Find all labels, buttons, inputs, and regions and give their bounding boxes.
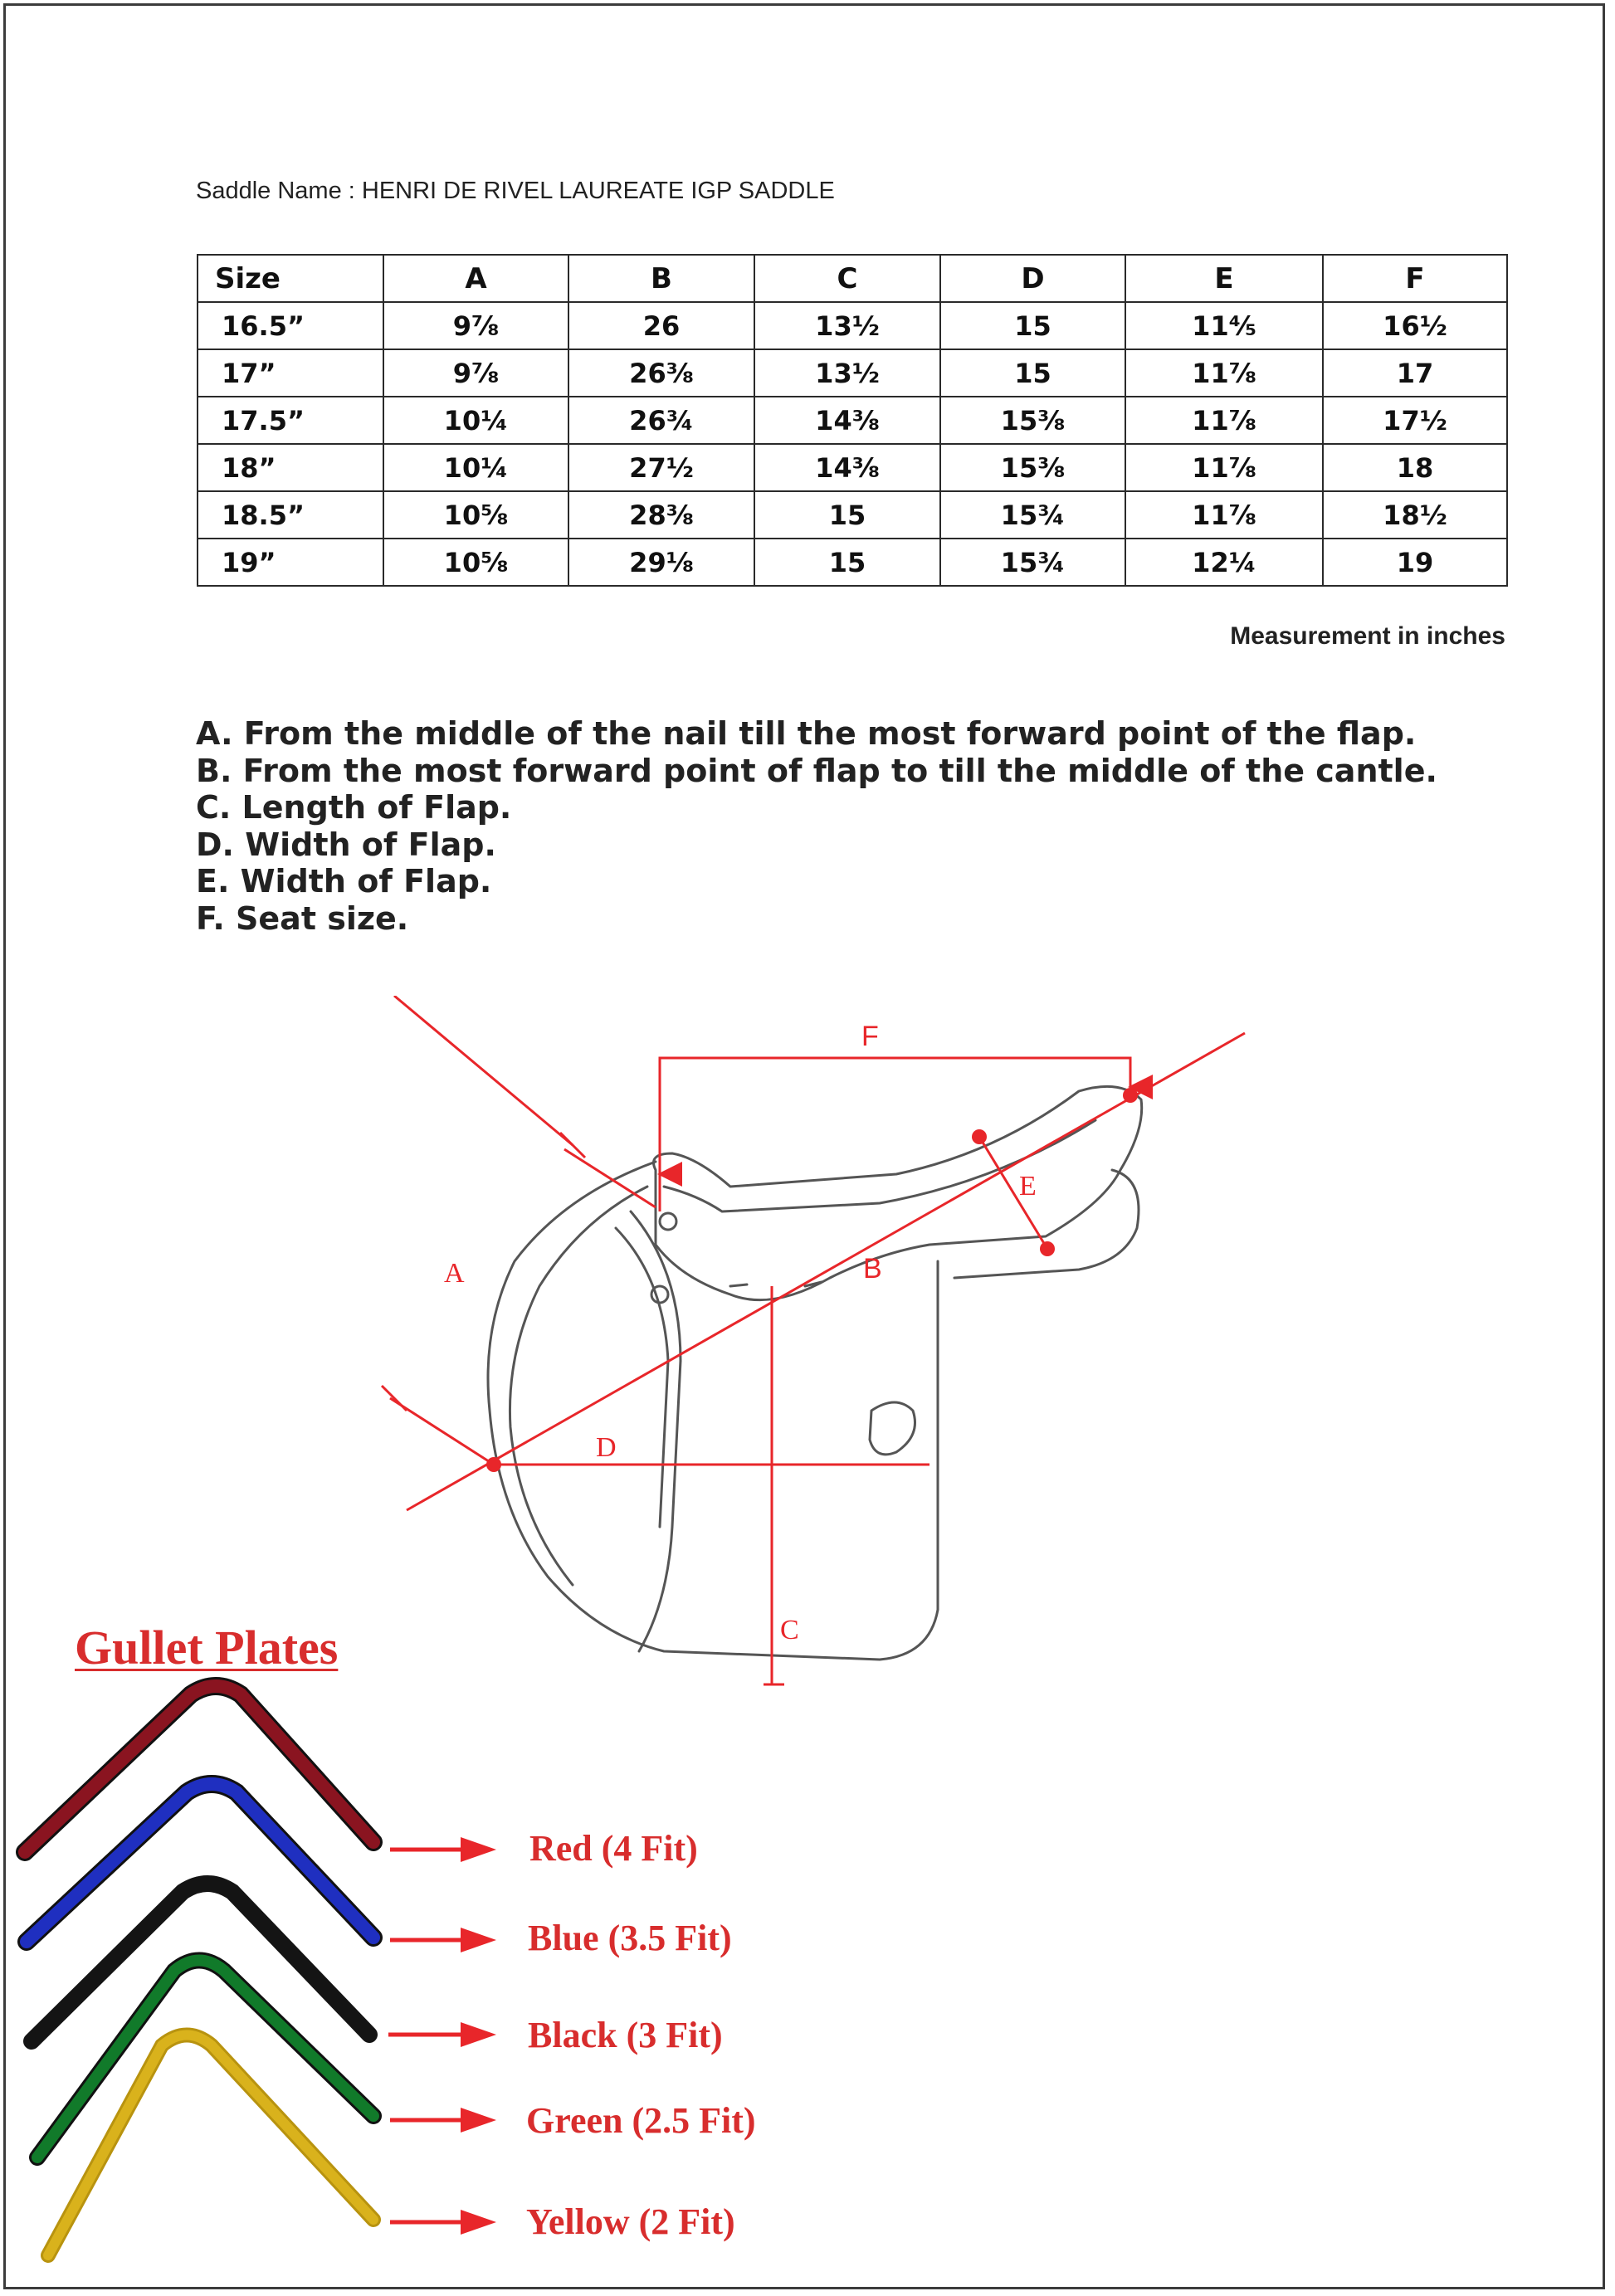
column-header: F (1323, 255, 1507, 302)
table-cell: 10¼ (383, 397, 568, 444)
size-chart-table (197, 254, 1508, 587)
saddle-outline (488, 1086, 1142, 1660)
legend-item: D. Width of Flap. (196, 826, 496, 863)
table-cell: 10⅝ (383, 491, 568, 539)
gullet-label-red: Red (4 Fit) (529, 1828, 698, 1869)
table-cell: 19” (198, 539, 383, 586)
legend-item: A. From the middle of the nail till the most forward point of the flap. (196, 715, 1417, 752)
table-cell: 15 (754, 491, 940, 539)
table-cell: 15¾ (940, 539, 1125, 586)
gullet-label-blue: Blue (3.5 Fit) (528, 1918, 732, 1958)
table-row (198, 491, 1507, 539)
column-header: E (1125, 255, 1323, 302)
table-cell: 15⅜ (940, 397, 1125, 444)
table-cell: 16.5” (198, 302, 383, 349)
table-header-row (198, 255, 1507, 302)
gullet-plates-graphic (0, 1676, 1615, 2274)
legend-item: B. From the most forward point of flap to till the middle of the cantle. (196, 752, 1437, 789)
table-row (198, 302, 1507, 349)
table-cell: 11⅞ (1125, 349, 1323, 397)
table-cell: 26⅜ (568, 349, 754, 397)
table-cell: 17½ (1323, 397, 1507, 444)
table-cell: 29⅛ (568, 539, 754, 586)
table-cell: 15⅜ (940, 444, 1125, 491)
column-header: D (940, 255, 1125, 302)
table-cell: 17 (1323, 349, 1507, 397)
measurement-unit-note: Measurement in inches (1230, 622, 1505, 650)
table-cell: 16½ (1323, 302, 1507, 349)
table-cell: 13½ (754, 302, 940, 349)
table-row (198, 539, 1507, 586)
gullet-label-green: Green (2.5 Fit) (526, 2100, 756, 2141)
legend-item: F. Seat size. (196, 899, 409, 937)
label-e: E (1019, 1171, 1037, 1202)
measurement-legend (196, 715, 1437, 938)
label-f: F (861, 1021, 879, 1052)
table-cell: 10⅝ (383, 539, 568, 586)
saddle-name: Saddle Name : HENRI DE RIVEL LAUREATE IGP SADDLE (196, 178, 835, 204)
table-cell: 9⅞ (383, 302, 568, 349)
label-a: A (444, 1258, 465, 1289)
table-cell: 11⅞ (1125, 491, 1323, 539)
table-cell: 18.5” (198, 491, 383, 539)
table-cell: 28⅜ (568, 491, 754, 539)
gullet-plate-red (25, 1686, 373, 1852)
table-cell: 11⅞ (1125, 444, 1323, 491)
legend-item: C. Length of Flap. (196, 789, 512, 826)
column-header: B (568, 255, 754, 302)
table-row (198, 397, 1507, 444)
label-b: B (863, 1253, 882, 1284)
table-cell: 14⅜ (754, 444, 940, 491)
gullet-label-black: Black (3 Fit) (528, 2015, 723, 2055)
table-cell: 19 (1323, 539, 1507, 586)
table-cell: 26 (568, 302, 754, 349)
label-c: C (780, 1615, 799, 1645)
table-cell: 14⅜ (754, 397, 940, 444)
table-cell: 18” (198, 444, 383, 491)
column-header: A (383, 255, 568, 302)
table-cell: 15 (940, 302, 1125, 349)
table-cell: 17.5” (198, 397, 383, 444)
table-cell: 26¾ (568, 397, 754, 444)
diagram-labels (444, 1021, 1037, 1645)
measurement-lines (382, 996, 1245, 1684)
gullet-label-yellow: Yellow (2 Fit) (526, 2201, 735, 2242)
table-cell: 18½ (1323, 491, 1507, 539)
table-cell: 12¼ (1125, 539, 1323, 586)
legend-item: E. Width of Flap. (196, 863, 492, 900)
table-cell: 27½ (568, 444, 754, 491)
table-row (198, 349, 1507, 397)
column-header: C (754, 255, 940, 302)
table-cell: 11⅞ (1125, 397, 1323, 444)
column-header: Size (198, 255, 383, 302)
table-cell: 17” (198, 349, 383, 397)
table-cell: 10¼ (383, 444, 568, 491)
table-cell: 11⅘ (1125, 302, 1323, 349)
label-d: D (596, 1432, 617, 1463)
fit-arrows (388, 1837, 496, 2235)
table-row (198, 444, 1507, 491)
gullet-plates-title: Gullet Plates (75, 1621, 339, 1674)
table-cell: 13½ (754, 349, 940, 397)
table-cell: 15 (754, 539, 940, 586)
table-cell: 15 (940, 349, 1125, 397)
table-cell: 18 (1323, 444, 1507, 491)
table-cell: 9⅞ (383, 349, 568, 397)
table-cell: 15¾ (940, 491, 1125, 539)
